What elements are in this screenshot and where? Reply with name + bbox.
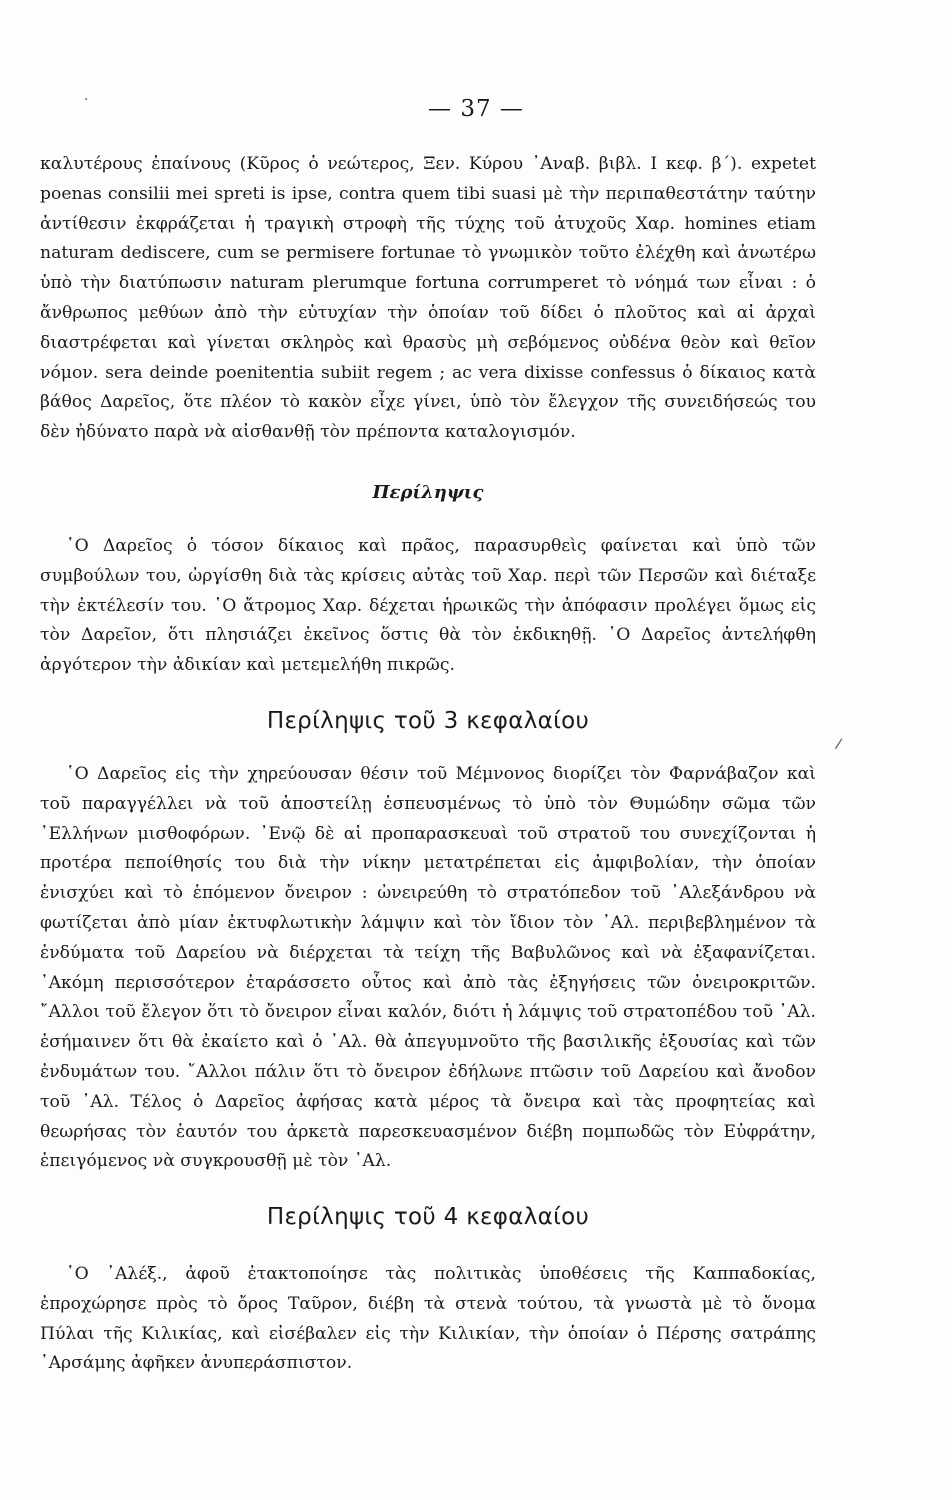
summary-heading: Περίληψις — [372, 482, 484, 503]
chapter4-heading: Περίληψις τοῦ 4 κεφαλαίου — [266, 1204, 590, 1230]
summary-paragraph: ῾Ο Δαρεῖος ὁ τόσον δίκαιος καὶ πρᾶος, παρασυρθεὶς φαίνεται καὶ ὑπὸ τῶν συμβούλων του, ὠργίσθη διὰ τὰς κρίσεις αὐτὰς τοῦ Χαρ. περὶ τῶν Περσῶν καὶ διέταξε τὴν ἐκτέλεσίν του. ῾Ο ἄτρομος Χαρ. δέχεται ἡρωικῶς τὴν ἀπόφασιν προλέγει ὅμως εἰς τὸν Δαρεῖον, ὅτι πλησιάζει ἐκεῖνος ὅστις θὰ τὸν ἐκδικηθῇ. ῾Ο Δαρεῖος ἀντελήφθη ἀργότερον τὴν ἀδικίαν καὶ μετεμελήθη πικρῶς. — [40, 536, 816, 676]
chapter4-paragraph: ῾Ο ᾽Αλέξ., ἀφοῦ ἐτακτοποίησε τὰς πολιτικὰς ὑποθέσεις τῆς Καππαδοκίας, ἐπροχώρησε πρὸς τὸ ὄρος Ταῦρον, διέβη τὰ στενὰ τούτου, τὰ γνωστὰ μὲ τὸ ὄνομα Πύλαι τῆς Κιλικίας, καὶ εἰσέβαλεν εἰς τὴν Κιλικίαν, τὴν ὁποίαν ὁ Πέρσης σατράπης ᾽Αρσάμης ἀφῆκεν ἀνυπεράσπιστον. — [40, 1264, 816, 1374]
chapter3-paragraph: ῾Ο Δαρεῖος εἰς τὴν χηρεύουσαν θέσιν τοῦ Μέμνονος διορίζει τὸν Φαρνάβαζον καὶ τοῦ παραγγέλλει νὰ τοῦ ἀποστείλῃ ἐσπευσμένως τὸ ὑπὸ τὸν Θυμώδην σῶμα τῶν ῾Ελλήνων μισθοφόρων. ᾽Ενῷ δὲ αἱ προπαρασκευαὶ τοῦ στρατοῦ του συνεχίζονται ἡ προτέρα πεποίθησίς του διὰ τὴν νίκην μετατρέπεται εἰς ἀμφιβολίαν, τὴν ὁποίαν ἐνισχύει καὶ τὸ ἑπόμενον ὄνειρον : ὠνειρεύθη τὸ στρατόπεδον τοῦ ᾽Αλεξάνδρου νὰ φωτίζεται ἀπὸ μίαν ἐκτυφλωτικὴν λάμψιν καὶ τὸν ἴδιον τὸν ᾽Αλ. περιβεβλημένον τὰ ἐνδύματα τοῦ Δαρείου νὰ διέρχεται τὰ τείχη τῆς Βαβυλῶνος καὶ νὰ ἐξαφανίζεται. ᾽Ακόμη περισσότερον ἐταράσσετο οὗτος καὶ ἀπὸ τὰς ἐξηγήσεις τῶν ὀνειροκριτῶν. ῎Αλλοι τοῦ ἔλεγον ὅτι τὸ ὄνειρον εἶναι καλόν, διότι ἡ λάμψις τοῦ στρατοπέδου τοῦ ᾽Αλ. ἐσήμαινεν ὅτι θὰ ἐκαίετο καὶ ὁ ᾽Αλ. θὰ ἀπεγυμνοῦτο τῆς βασιλικῆς ἐξουσίας καὶ τῶν ἐνδυμάτων του. ῎Αλλοι πάλιν ὅτι τὸ ὄνειρον ἐδήλωνε πτῶσιν τοῦ Δαρείου καὶ ἄνοδον τοῦ ᾽Αλ. Τέλος ὁ Δαρεῖος ἀφήσας κατὰ μέρος τὰ ὄνειρα καὶ τὰς προφητείας καὶ θεωρήσας τὸν ἑαυτόν του ἀρκετὰ παρεσκευασμένον διέβη πομπωδῶς τὸν Εὐφράτην, ἐπειγόμενος νὰ συγκρουσθῇ μὲ τὸν ᾽Αλ. — [40, 764, 816, 1172]
scan-speck: · — [84, 92, 89, 108]
intro-paragraph: καλυτέρους ἐπαίνους (Κῦρος ὁ νεώτερος, Ξεν. Κύρου ᾽Αναβ. βιβλ. Ι κεφ. β΄). expetet poenas consilii mei spreti is ipse, contra quem tibi suasi μὲ τὴν περιπαθεστάτην ταύτην ἀντίθεσιν ἐκφράζεται ἡ τραγικὴ στροφὴ τῆς τύχης τοῦ ἀτυχοῦς Χαρ. homines etiam naturam dediscere, cum se permisere fortunae τὸ γνωμικὸν τοῦτο ἐλέχθη καὶ ἀνωτέρω ὑπὸ τὴν διατύπωσιν naturam plerumque fortuna corrumperet τὸ νόημά των εἶναι : ὁ ἄνθρωπος μεθύων ἀπὸ τὴν εὐτυχίαν τὴν ὁποίαν τοῦ δίδει ὁ πλοῦτος καὶ αἱ ἀρχαὶ διαστρέφεται καὶ γίνεται σκληρὸς καὶ θρασὺς μὴ σεβόμενος οὐδένα θεὸν καὶ θεῖον νόμον. sera deinde poenitentia subiit regem ; ac vera dixisse confessus ὁ δίκαιος κατὰ βάθος Δαρεῖος, ὅτε πλέον τὸ κακὸν εἶχε γίνει, ὑπὸ τὸν ἔλεγχον τῆς συνειδήσεώς του δὲν ἠδύνατο παρὰ νὰ αἰσθανθῇ τὸν πρέποντα καταλογισμόν. — [40, 154, 816, 443]
scan-mark: \ — [830, 737, 847, 751]
page-number: — 37 — — [428, 96, 524, 122]
chapter3-heading: Περίληψις τοῦ 3 κεφαλαίου — [266, 708, 590, 734]
